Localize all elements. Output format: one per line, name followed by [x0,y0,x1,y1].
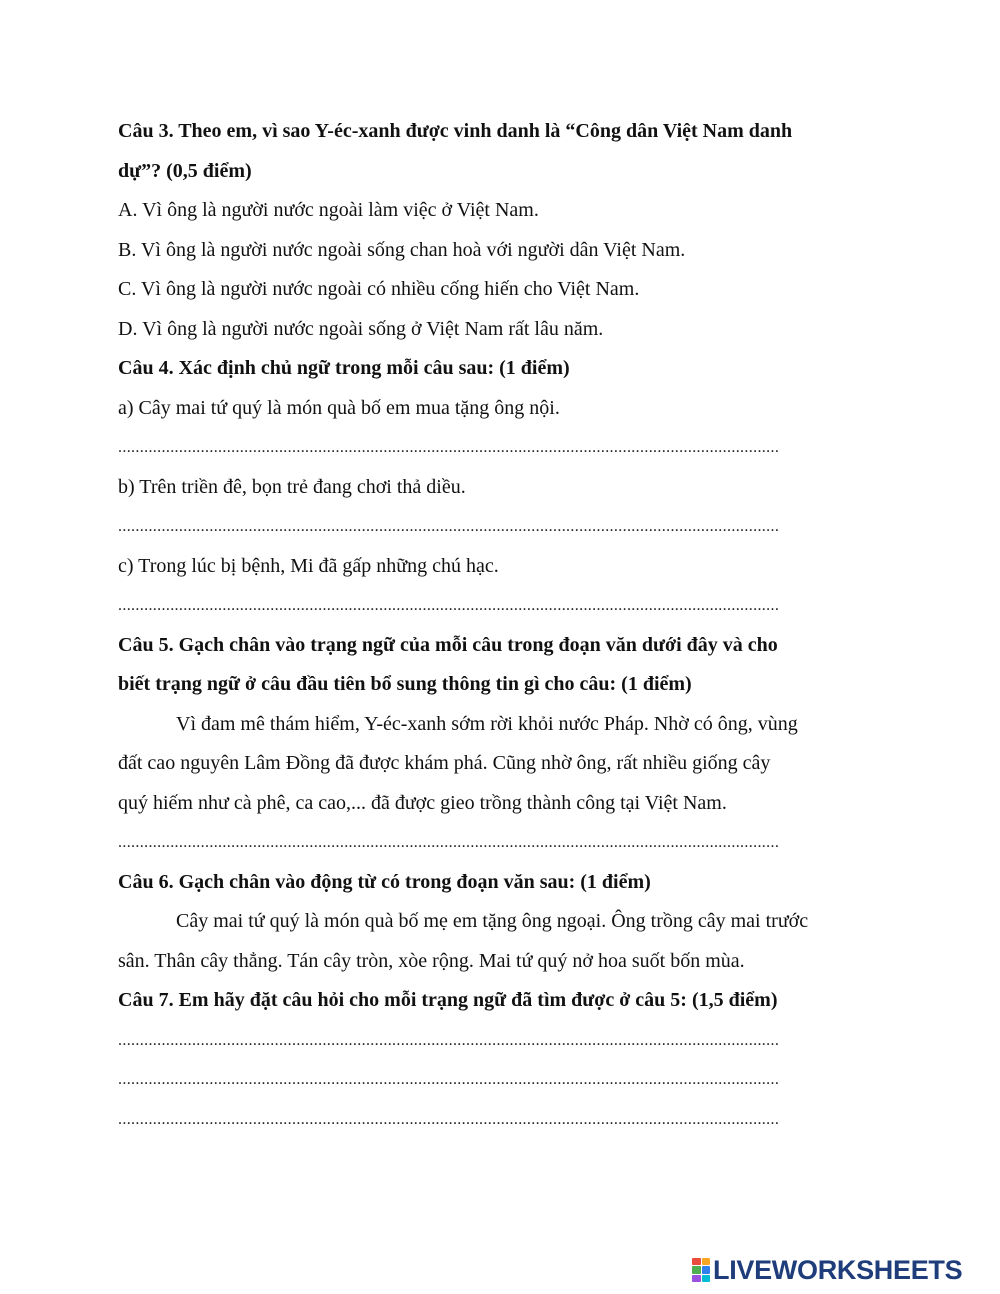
q3-option-c[interactable]: C. Vì ông là người nước ngoài có nhiều cống hiến cho Việt Nam. [118,278,640,300]
q4-answer-a[interactable]: ........................................................................................................................................................ [118,439,780,456]
q3-title-line2: dự”? (0,5 điểm) [118,159,252,182]
q6-paragraph-line2: sân. Thân cây thẳng. Tán cây tròn, xòe rộng. Mai tứ quý nở hoa suốt bốn mùa. [118,949,745,972]
q7-answer-1[interactable]: ........................................................................................................................................................ [118,1031,780,1049]
q6-paragraph-line1: Cây mai tứ quý là món quà bố mẹ em tặng ông ngoại. Ông trồng cây mai trước [176,910,809,932]
logo-tile [702,1258,711,1265]
logo-tile [692,1275,701,1282]
q7-answer-3[interactable]: ........................................................................................................................................................ [118,1110,780,1128]
worksheet [118,112,888,1139]
q4-answer-c[interactable]: ........................................................................................................................................................ [118,597,780,614]
liveworksheets-logo [692,1254,962,1286]
q4-item-b: b) Trên triền đê, bọn trẻ đang chơi thả diều. [118,475,466,498]
q4-title: Câu 4. Xác định chủ ngữ trong mỗi câu sau: (1 điểm) [118,357,570,379]
q5-title-line1: Câu 5. Gạch chân vào trạng ngữ của mỗi câu trong đoạn văn dưới đây và cho [118,633,778,656]
q3-title-line1: Câu 3. Theo em, vì sao Y-éc-xanh được vinh danh là “Công dân Việt Nam danh [118,120,793,142]
logo-tile [692,1266,701,1273]
q5-paragraph-line3: quý hiếm như cà phê, ca cao,... đã được gieo trồng thành công tại Việt Nam. [118,791,727,814]
q3-option-d[interactable]: D. Vì ông là người nước ngoài sống ở Việt Nam rất lâu năm. [118,317,604,340]
q4-item-a: a) Cây mai tứ quý là món quà bố em mua tặng ông nội. [118,396,560,419]
q7-title: Câu 7. Em hãy đặt câu hỏi cho mỗi trạng ngữ đã tìm được ở câu 5: (1,5 điểm) [118,989,778,1011]
q4-answer-b[interactable]: ........................................................................................................................................................ [118,518,780,535]
logo-tile [702,1266,711,1273]
q5-title-line2: biết trạng ngữ ở câu đầu tiên bổ sung thông tin gì cho câu: (1 điểm) [118,673,692,695]
logo-tile [702,1275,711,1282]
q7-answer-2[interactable]: ........................................................................................................................................................ [118,1071,780,1088]
q4-item-c: c) Trong lúc bị bệnh, Mi đã gấp những chú hạc. [118,554,499,577]
q3-option-b[interactable]: B. Vì ông là người nước ngoài sống chan hoà với người dân Việt Nam. [118,238,686,261]
liveworksheets-logo-text: LIVEWORKSHEETS [713,1254,963,1285]
q3-option-a[interactable]: A. Vì ông là người nước ngoài làm việc ở Việt Nam. [118,199,539,221]
q5-answer[interactable]: ........................................................................................................................................................ [118,834,780,851]
liveworksheets-logo-icon [692,1258,710,1282]
q6-title: Câu 6. Gạch chân vào động từ có trong đoạn văn sau: (1 điểm) [118,870,651,893]
logo-tile [692,1258,701,1265]
q5-paragraph-line2: đất cao nguyên Lâm Đồng đã được khám phá. Cũng nhờ ông, rất nhiều giống cây [118,752,771,774]
q5-paragraph-line1: Vì đam mê thám hiểm, Y-éc-xanh sớm rời khỏi nước Pháp. Nhờ có ông, vùng [176,712,798,735]
